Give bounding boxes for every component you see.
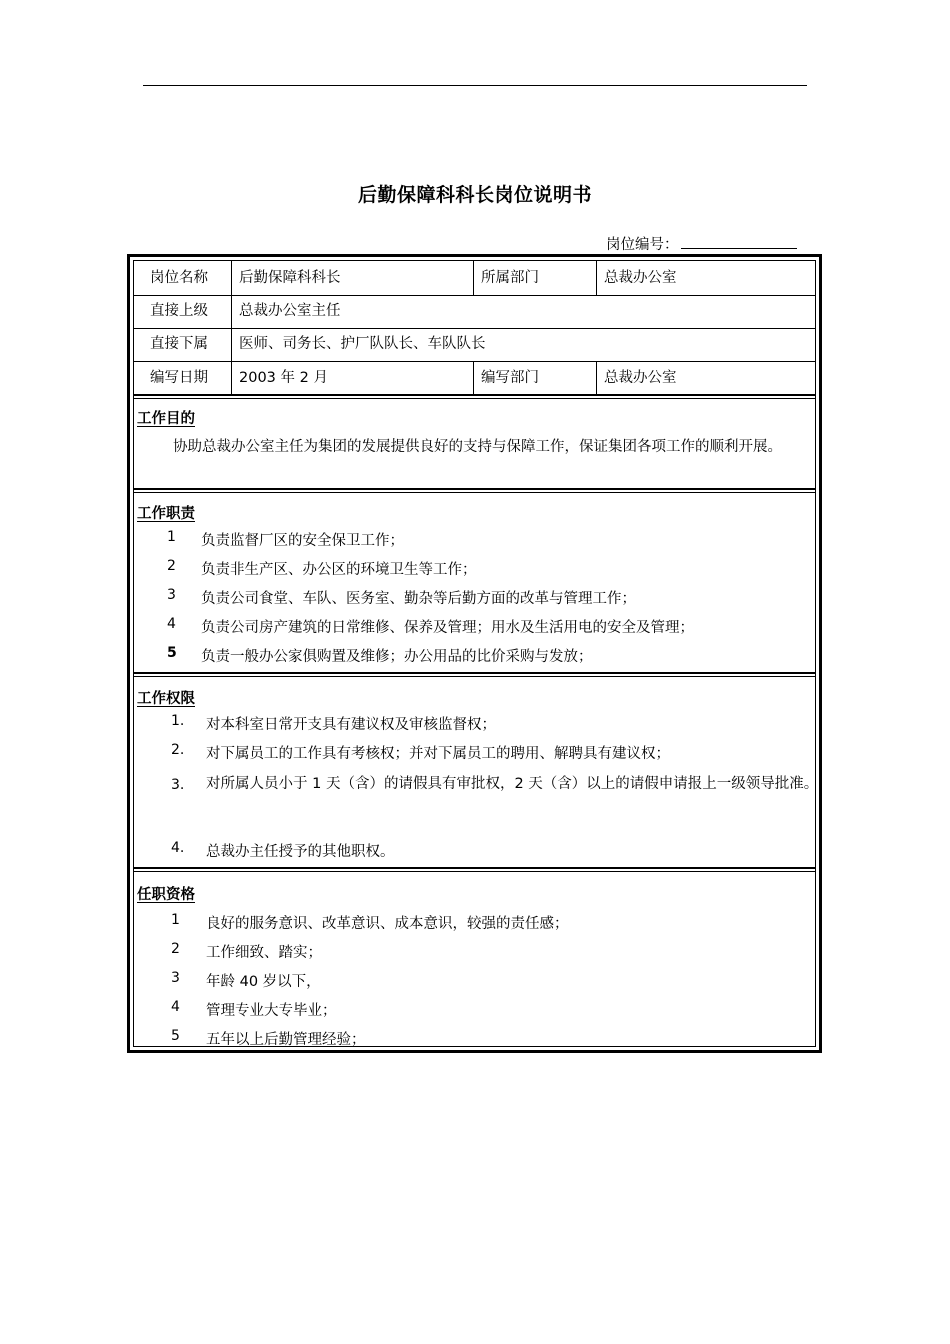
date-value: 2003 年 2 月 [239, 370, 328, 386]
row-divider [134, 295, 815, 296]
author-dept-label: 编写部门 [481, 370, 539, 386]
col-divider [473, 261, 474, 295]
authority-item: 总裁办主任授予的其他职权。 [206, 844, 395, 860]
author-dept-value: 总裁办公室 [604, 370, 677, 386]
col-divider [596, 361, 597, 394]
purpose-text: 协助总裁办公室主任为集团的发展提供良好的支持与保障工作，保证集团各项工作的顺利开展。 [173, 439, 782, 455]
duty-item: 负责一般办公家俱购置及维修；办公用品的比价采购与发放； [201, 649, 593, 665]
duty-number: 2 [167, 558, 176, 574]
qualification-item: 年龄 40 岁以下， [206, 974, 321, 990]
purpose-title: 工作目的 [137, 411, 195, 427]
duty-item: 负责公司房产建筑的日常维修、保养及管理；用水及生活用电的安全及管理； [201, 620, 694, 636]
row-divider [134, 328, 815, 329]
section-divider [134, 394, 815, 399]
duty-item: 负责监督厂区的安全保卫工作； [201, 533, 404, 549]
section-divider [134, 867, 815, 872]
dept-value: 总裁办公室 [604, 270, 677, 286]
job-description-table [127, 254, 822, 1053]
qualification-number: 3 [171, 970, 180, 986]
date-label: 编写日期 [150, 370, 208, 386]
qualification-item: 五年以上后勤管理经验； [206, 1032, 366, 1048]
qualification-item: 工作细致、踏实； [206, 945, 322, 961]
qualification-title: 任职资格 [137, 887, 195, 903]
section-divider [134, 672, 815, 677]
row-divider [134, 361, 815, 362]
qualification-number: 2 [171, 941, 180, 957]
authority-number: 3. [171, 777, 185, 793]
authority-item: 对本科室日常开支具有建议权及审核监督权； [206, 717, 496, 733]
col-divider [596, 261, 597, 295]
qualification-number: 1 [171, 912, 180, 928]
post-name-value: 后勤保障科科长 [239, 270, 341, 286]
authority-number: 2. [171, 742, 185, 758]
authority-number: 1. [171, 713, 185, 729]
qualification-item: 良好的服务意识、改革意识、成本意识，较强的责任感； [206, 916, 569, 932]
post-number-blank [681, 234, 797, 249]
duty-number: 5 [167, 645, 177, 661]
col-divider [231, 261, 232, 394]
post-number-field [606, 233, 797, 254]
duties-title: 工作职责 [137, 506, 195, 522]
col-divider [473, 361, 474, 394]
authority-number: 4. [171, 840, 185, 856]
authority-item: 对下属员工的工作具有考核权；并对下属员工的聘用、解聘具有建议权； [206, 746, 670, 762]
post-number-label: 岗位编号： [606, 237, 679, 253]
qualification-item: 管理专业大专毕业； [206, 1003, 337, 1019]
duty-item: 负责非生产区、办公区的环境卫生等工作； [201, 562, 477, 578]
page-title: 后勤保障科科长岗位说明书 [357, 184, 592, 206]
authority-title: 工作权限 [137, 691, 195, 707]
duty-number: 4 [167, 616, 176, 632]
table-inner-frame [133, 260, 819, 1048]
dept-label: 所属部门 [481, 270, 539, 286]
qualification-number: 5 [171, 1028, 180, 1044]
header-rule [143, 85, 807, 86]
authority-item: 对所属人员小于 1 天（含）的请假具有审批权，2 天（含）以上的请假申请报上一级领导批准。 [206, 776, 819, 792]
section-divider [134, 488, 815, 493]
duty-number: 3 [167, 587, 176, 603]
subordinate-value: 医师、司务长、护厂队队长、车队队长 [239, 336, 486, 352]
duty-number: 1 [167, 529, 176, 545]
superior-value: 总裁办公室主任 [239, 303, 341, 319]
superior-label: 直接上级 [150, 303, 208, 319]
post-name-label: 岗位名称 [150, 270, 208, 286]
subordinate-label: 直接下属 [150, 336, 208, 352]
qualification-number: 4 [171, 999, 180, 1015]
duty-item: 负责公司食堂、车队、医务室、勤杂等后勤方面的改革与管理工作； [201, 591, 636, 607]
